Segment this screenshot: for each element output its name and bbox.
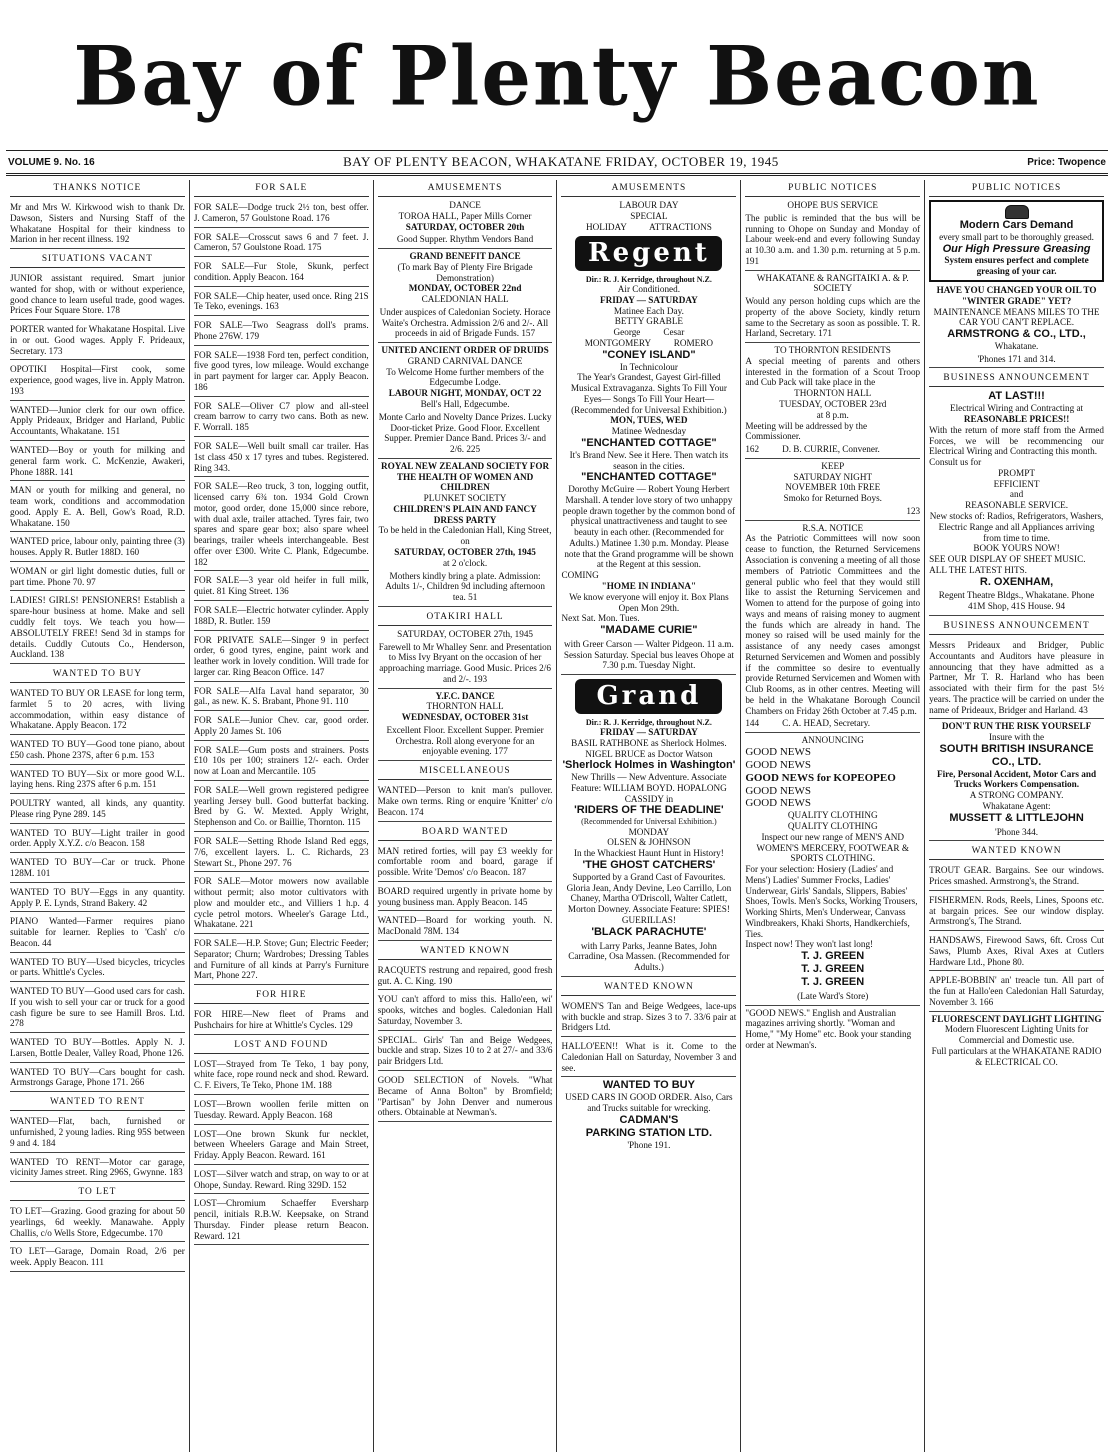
classified-ad: FISHERMEN. Rods, Reels, Lines, Spoons etc. at bargain prices. See our window display. Armstrong's, The Strand. [929, 893, 1104, 931]
classified-ad: TROUT GEAR. Bargains. See our windows. Prices smashed. Armstrong's, the Strand. [929, 863, 1104, 891]
ohope-heading: OHOPE BUS SERVICE [787, 200, 879, 210]
classified-ad: WANTED—Junior clerk for our own office. Apply Prideaux, Bridger and Harland, Public Accountants, Whakatane. 151 [10, 403, 185, 441]
car-icon [1005, 205, 1029, 219]
dance-venue: TOROA HALL, Paper Mills Corner [398, 210, 532, 221]
reasonable-prices: REASONABLE PRICES!! [963, 414, 1070, 425]
column-6 [925, 180, 1108, 1452]
plunket-info: Mothers kindly bring a plate. Admission: Adults 1/-, Children 9d including afternoon tea. 51 [378, 569, 553, 607]
classified-ad: RACQUETS restrung and repaired, good fresh gut. A. C. King. 190 [378, 963, 553, 991]
holiday-attractions: HOLIDAY ATTRACTIONS [585, 221, 712, 232]
dance-date: SATURDAY, OCTOBER 20th [405, 221, 525, 232]
good-news: GOOD NEWS [745, 797, 812, 810]
at-last: AT LAST!!! [988, 390, 1045, 403]
classified-ad: HALLO'EEN!! What is it. Come to the Caledonian Hall on Saturday, November 3 and see. [561, 1039, 736, 1077]
masthead-title: Bay of Plenty Beacon [73, 28, 1041, 125]
tj-green-note: (Late Ward's Store) [745, 989, 920, 1006]
maintenance-notice: MAINTENANCE MEANS MILES TO THE CAR YOU CAN'T REPLACE. [933, 306, 1100, 328]
insurance-company: SOUTH BRITISH INSURANCE CO., LTD. [939, 742, 1094, 768]
clothing-list: For your selection: Hosiery (Ladies' and Mens') Ladies' Summer Frocks, Ladies' Underwear, Girls' Sandals, Slippers, Babies' Shoes, Towls. Men's Socks, Working Trousers, Working Shirts, Men's Underwear, Canvass Windbreakers, Khaki Shorts, Handkerchiefs, Ties. [745, 864, 918, 939]
classified-ad: FOR SALE—Junior Chev. car, good order. Apply 20 James St. 106 [194, 713, 369, 741]
classified-ad: WANTED TO BUY OR LEASE for long term, farmlet 5 to 20 acres, with living accommodation, within easy distance of Whakatane. Apply Beacon. 172 [10, 686, 185, 735]
fluorescent-contact: Full particulars at the WHAKATANE RADIO & ELECTRICAL CO. [931, 1045, 1102, 1067]
keep-date: NOVEMBER 10th FREE [785, 482, 881, 493]
thornton-heading: TO THORNTON RESIDENTS [774, 345, 891, 356]
wanted-to-buy-heading: WANTED TO BUY [10, 666, 185, 683]
dance-heading: DANCE [449, 200, 481, 210]
classified-ad: WOMEN'S Tan and Beige Wedgees, lace-ups with buckle and strap. Sizes 3 to 7. 33/6 pair at Bridgers Ltd. [561, 999, 736, 1037]
druids-info: Monte Carlo and Novelty Dance Prizes. Lucky Door-ticket Prize. Good Floor. Excellent Supper. Premier Dance Band. Prices 3/- and 2/6. 225 [378, 410, 553, 459]
druids-sub: To Welcome Home further members of the Edgecumbe Lodge. [386, 366, 544, 388]
quality-clothing: QUALITY CLOTHING [787, 810, 878, 821]
classified-ad: WANTED TO BUY—Eggs in any quantity. Apply P. E. Lynds, Strand Bakery. 42 [10, 885, 185, 913]
classified-ad: FOR SALE—Electric hotwater cylinder. Apply 188D, R. Butler. 159 [194, 603, 369, 631]
grand-logo: Grand [575, 679, 722, 713]
business-announcement-heading: BUSINESS ANNOUNCEMENT [929, 618, 1104, 635]
regent-costars-first: George Cesar [613, 327, 685, 338]
classified-ad: FOR SALE—Fur Stole, Skunk, perfect condition. Apply Beacon. 164 [194, 259, 369, 287]
film-desc: with Larry Parks, Jeanne Bates, John Carradine, Osa Massen. (Recommended for Adults.) [561, 939, 736, 977]
to-let-heading: TO LET [10, 1184, 185, 1201]
tj-green: T. J. GREEN [801, 975, 865, 988]
quality-clothing: QUALITY CLOTHING [787, 821, 878, 832]
business-announcement-heading: BUSINESS ANNOUNCEMENT [929, 370, 1104, 387]
labour-day: LABOUR DAY [619, 200, 679, 210]
classified-ad: OPOTIKI Hospital—First cook, some experience, good wages, live in. Apply Matron. 193 [10, 362, 185, 400]
classified-ad: FOR SALE—Reo truck, 3 ton, logging outfit, licensed carry 6¾ ton. 1934 Gold Crown motor, good order, done 15,000 since rebore, with dual axle, trailer attached. Tyres fair, two spares and spare gear box; also spare wheel bearings, trailer wheels interchangeable. Best offer over £300. Write C. Plank, Edgecumbe. 182 [194, 479, 369, 571]
classified-ad: APPLE-BOBBIN' an' treacle tun. All part of the fun at Hallo'een Caledonian Hall Saturday, November 3. 166 [929, 973, 1104, 1011]
classified-ad: HANDSAWS, Firewood Saws, 6ft. Cross Cut Saws, Plumb Axes, Rival Axes at Cutlers Hardware Ltd., Phone 80. [929, 933, 1104, 971]
dance-info: Good Supper. Rhythm Vendors Band [378, 232, 553, 249]
clothing-inspect: Inspect now! They won't last long! [745, 939, 874, 950]
regent-director: Dir.: R. J. Kerridge, throughout N.Z. [585, 274, 712, 284]
clothing-intro: Inspect our new range of MEN'S AND WOMEN'S MERCERY, FOOTWEAR & SPORTS CLOTHING. [756, 831, 910, 864]
classified-ad: PORTER wanted for Whakatane Hospital. Live in or out. Good wages. Apply F. Prideaux, Secretary. 173 [10, 322, 185, 360]
consult-us: Consult us for [929, 457, 982, 468]
for-sale-heading: FOR SALE [194, 180, 369, 197]
classified-ad: WANTED TO BUY—Good tone piano, about £50 cash. Phone 237S, after 6 p.m. 153 [10, 737, 185, 765]
dateline: BAY OF PLENTY BEACON, WHAKATANE FRIDAY, OCTOBER 19, 1945 [343, 154, 779, 169]
keep-night: SATURDAY NIGHT [793, 471, 873, 482]
classified-ad: WANTED—Board for working youth. N. MacDonald 78M. 134 [378, 913, 553, 941]
insurance-sub: Insure with the [988, 732, 1045, 743]
classified-ad: FOR SALE—Setting Rhode Island Red eggs, 7/6, excellent layers. L. C. Richards, 23 Stewart St., Phone 297. 76 [194, 834, 369, 872]
druids-dance: GRAND CARNIVAL DANCE [407, 355, 523, 366]
classified-ad: LOST—Chromium Schaeffer Eversharp pencil, initials R.B.W. Keepsake, on Strand Thursday. Finder please return Beacon. Reward. 121 [194, 1196, 369, 1245]
plunket-date: SATURDAY, OCTOBER 27th, 1945 [394, 546, 536, 557]
notice-signature: 144 C. A. HEAD, Secretary. [745, 716, 920, 733]
good-news: GOOD NEWS [745, 758, 812, 771]
oxenham-name: R. OXENHAM, [979, 575, 1054, 588]
next-dates: Next Sat. Mon. Tues. [561, 613, 640, 624]
classified-ad: FOR SALE—Gum posts and strainers. Posts £10 10s per 100; strainers 12/- each. Order now at Loan and Mercantile. 105 [194, 743, 369, 781]
classified-ad: LOST—Strayed from Te Teko, 1 bay pony, white face, rope round neck and shod. Reward. C. F. Eivers, Te Teko, Phone 1M. 188 [194, 1057, 369, 1095]
classified-ad: TO LET—Garage, Domain Road, 2/6 per week. Apply Beacon. 111 [10, 1244, 185, 1272]
insurance-strong: A STRONG COMPANY. [969, 790, 1064, 801]
classified-ad: FOR PRIVATE SALE—Singer 9 in perfect order, 6 good tyres, engine, paint work and leather work in lovely condition. Will trade for larger car. Ring Beacon Office. 147 [194, 633, 369, 682]
classified-ad: WANTED price, labour only, painting three (3) houses. Apply R. Butler 188D. 160 [10, 534, 185, 562]
cadmans-station: PARKING STATION LTD. [585, 1126, 713, 1139]
board-wanted-heading: BOARD WANTED [378, 824, 553, 841]
regent-matinee-wed: Matinee Wednesday [611, 426, 687, 437]
armstrong-town: Whakatane. [994, 340, 1039, 351]
otakiri-heading: OTAKIRI HALL [378, 609, 553, 626]
film-title: 'RIDERS OF THE DEADLINE' [574, 804, 724, 817]
classified-ad: FOR SALE—Motor mowers now available without permit; also motor cultivators with plow and moulder etc., and Villiers 1 h.p. 4 cycle petrol motors. Wheeler's Garage Ltd., Whakatane. 221 [194, 874, 369, 934]
otakiri-date: SATURDAY, OCTOBER 27th, 1945 [397, 628, 534, 639]
folio-line [6, 150, 1108, 176]
greasing-desc: System ensures perfect and complete greasing of your car. [944, 255, 1089, 277]
notice-body: The public is reminded that the bus will be running to Ohope on Sunday and Monday of Labour week-end and every following Sunday at 10.30 a.m. and 1.30 p.m. returning at 5 p.m. 191 [745, 211, 920, 271]
film-desc: with Greer Carson — Walter Pidgeon. 11 a.m. Session Saturday. Special bus leaves Ohope at 7.30 p.m. Tuesday Night. [561, 637, 736, 675]
film-title: 'BLACK PARACHUTE' [591, 925, 707, 938]
classified-ad: FOR SALE—3 year old heifer in full milk, quiet. 81 King Street. 136 [194, 573, 369, 601]
miscellaneous-heading: MISCELLANEOUS [378, 763, 553, 780]
and: and [1009, 489, 1024, 500]
benefit-dance-sub: (To mark Bay of Plenty Fire Brigade Demonstration) [397, 261, 533, 283]
lost-and-found-heading: LOST AND FOUND [194, 1037, 369, 1054]
notice-body: A special meeting of parents and others interested in the formation of a Scout Troop and Cub Pack will take place in the [745, 355, 921, 388]
film-title: "ENCHANTED COTTAGE" [581, 436, 717, 449]
classified-ad: PIANO Wanted—Farmer requires piano suitable for learner. Replies to 'Cash' c/o Beacon. 44 [10, 914, 185, 952]
efficient: EFFICIENT [993, 478, 1040, 489]
yfc-info: Excellent Floor. Excellent Supper. Premier Orchestra. Roll along everyone for an enjoyable evening. 177 [378, 723, 553, 761]
classified-ad: LOST—One brown Skunk fur necklet, between Wheelers Garage and Main Street, Friday. Apply Beacon. Reward. 161 [194, 1127, 369, 1165]
grand-monday: MONDAY [628, 826, 670, 837]
thornton-hall: THORNTON HALL [794, 388, 872, 399]
classified-ad: LOST—Brown woollen ferile mitten on Tuesday. Reward. Apply Beacon. 168 [194, 1097, 369, 1125]
rsa-heading: R.S.A. NOTICE [802, 522, 864, 533]
masthead [0, 22, 1114, 132]
thornton-date: TUESDAY, OCTOBER 23rd [779, 399, 887, 410]
new-stocks: New stocks of: Radios, Refrigerators, Washers, Electric Range and all Appliances arriving from time to time. [929, 510, 1104, 543]
wanted-to-rent-heading: WANTED TO RENT [10, 1094, 185, 1111]
good-news-magazines: "GOOD NEWS." English and Australian magazines arriving shortly. "Woman and Home," "My Home" etc. Book your standing order at Newman's. [745, 1007, 912, 1050]
notice-signature: 162 D. B. CURRIE, Convener. [745, 442, 920, 459]
classified-ad: FOR HIRE—New fleet of Prams and Pushchairs for hire at Whittle's Cycles. 129 [194, 1007, 369, 1035]
amusements-heading: AMUSEMENTS [378, 180, 553, 197]
labour-special: SPECIAL [630, 210, 668, 221]
classified-ad: WANTED TO BUY—Bottles. Apply N. J. Larsen, Bottle Dealer, Valley Road, Phone 126. [10, 1035, 185, 1063]
insurance-agent-label: Whakatane Agent: [982, 800, 1051, 811]
thornton-time: at 8 p.m. [816, 409, 849, 420]
classified-ad: SPECIAL. Girls' Tan and Beige Wedgees, buckle and strap. Sizes 10 to 2 at 27/- and 33/6 pair Bridgers Ltd. [378, 1033, 553, 1071]
film-title: 'Sherlock Holmes in Washington' [562, 759, 736, 772]
classified-ad: WANTED—Boy or youth for milking and general farm work. C. McKenzie, Awakeri, Phone 188R. 141 [10, 443, 185, 481]
cadmans-name: CADMAN'S [619, 1113, 679, 1126]
coming-label: COMING [561, 570, 599, 581]
wiring-body: With the return of more staff from the Armed Forces, we will be recommencing our Electrical Wiring and Contracting this month. [929, 424, 1104, 457]
thanks-heading: THANKS NOTICE [10, 180, 185, 197]
plunket-time: at 2 o'clock. [442, 557, 488, 568]
good-news-kopeopeo: GOOD NEWS for KOPEOPEO [745, 771, 896, 784]
armstrong-name: ARMSTRONG & CO., LTD., [947, 328, 1086, 341]
wanted-known-heading: WANTED KNOWN [929, 843, 1104, 860]
wanted-known-heading: WANTED KNOWN [561, 979, 736, 996]
wanted-known-heading: WANTED KNOWN [378, 943, 553, 960]
druids-date: LABOUR NIGHT, MONDAY, OCT 22 [388, 388, 542, 399]
grand-director: Dir.: R. J. Kerridge, throughout N.Z. [585, 717, 712, 727]
classified-ad: WANTED TO BUY—Used bicycles, tricycles or parts. Whittle's Cycles. [10, 955, 185, 983]
partnership-notice: Messrs Prideaux and Bridger, Public Accountants and Auditors have pleasure in announcing that they have admitted as a Partner, Mr T. R. Harland who has been associated with their firm for the past 5½ years. The practice will be carried on under the name of Prideaux, Bridger and Harland. 43 [929, 638, 1104, 719]
classified-ad: WANTED TO BUY—Light trailer in good order. Apply X.Y.Z. c/o Beacon. 158 [10, 826, 185, 854]
regent-fri-sat: FRIDAY — SATURDAY [599, 294, 698, 305]
insurance-agent: MUSSETT & LITTLEJOHN [949, 811, 1084, 824]
notice-body: Meeting will be addressed by the Commissioner. [745, 420, 868, 442]
classified-ad: FOR SALE—Well built small car trailer. Has 1st class 450 x 17 tyres and tubes. Registered. Ring 343. [194, 439, 369, 477]
column-3 [374, 180, 558, 1452]
sheet-music: SEE OUR DISPLAY OF SHEET MUSIC. ALL THE LATEST HITS. [929, 554, 1086, 575]
classified-ad: TO LET—Grazing. Good grazing for about 50 yearlings, 6d weekly. Manawahe. Apply Challis, c/o Wells Store, Edgecumbe. 170 [10, 1204, 185, 1242]
yfc-heading: Y.F.C. DANCE [435, 690, 495, 701]
film-title: "CONEY ISLAND" [602, 348, 696, 361]
keep-heading: KEEP [821, 460, 845, 471]
yfc-venue: THORNTON HALL [426, 701, 504, 712]
keep-ref: 123 [745, 504, 920, 521]
druids-title: UNITED ANCIENT ORDER OF DRUIDS [381, 345, 549, 356]
oxenham-address: Regent Theatre Bldgs., Whakatane. Phone 41M Shop, 41S House. 94 [929, 588, 1104, 616]
thanks-notice: Mr and Mrs W. Kirkwood wish to thank Dr. Dawson, Sisters and Nursing Staff of the Whakatane Hospital for their kindness to Marion in her recent illness. 192 [10, 200, 185, 249]
film-desc: Supported by a Grand Cast of Favourites. Gloria Jean, Andy Devine, Leo Carrillo, Lon Chaney, Martha O'Driscoll, Walter Catlett, Morton Downey. Associate Feature: SPIES! GUERILLAS! [566, 871, 732, 925]
classified-ad: BOARD required urgently in private home by young business man. Apply Beacon. 145 [378, 884, 553, 912]
situations-vacant-heading: SITUATIONS VACANT [10, 251, 185, 268]
film-title: "HOME IN INDIANA" [601, 581, 697, 592]
greasing-sub: every small part to be thoroughly greased. [939, 231, 1094, 242]
classified-ad: WANTED—Flat, bach, furnished or unfurnished, 2 young ladies. Ring 95S between 9 and 4. 184 [10, 1114, 185, 1152]
grand-feature: New Thrills — New Adventure. Associate Feature: WILLIAM BOYD. HOPALONG CASSIDY in [571, 772, 727, 804]
classified-ad: WANTED TO BUY—Six or more good W.L. laying hens. Ring 237S after 6 p.m. 151 [10, 767, 185, 795]
good-news: GOOD NEWS [745, 784, 812, 797]
reasonable-service: REASONABLE SERVICE. [965, 500, 1068, 511]
regent-matinee: Matinee Each Day. [613, 305, 684, 316]
classified-ad: FOR SALE—Well grown registered pedigree yearling Jersey bull. Good butterfat backing. Bred by G. W. Mexted. Apply Wright, Stephenson and Co. or Baillie, Thornton. 115 [194, 783, 369, 832]
plunket-party: CHILDREN'S PLAIN AND FANCY DRESS PARTY [393, 503, 537, 525]
classified-ad: WANTED TO BUY—Car or truck. Phone 128M. 101 [10, 855, 185, 883]
volume-number: VOLUME 9. No. 16 [8, 156, 95, 168]
grand-stars: OLSEN & JOHNSON [607, 837, 691, 848]
benefit-dance-info: Under auspices of Caledonian Society. Horace Waite's Orchestra. Admission 2/6 and 2/-. All proceeds in aid of Brigade Funds. 157 [378, 305, 553, 343]
notice-body: Would any person holding cups which are the property of the above Society, kindly return same to the Secretary as soon as possible. T. R. Harland, Secretary. 171 [745, 294, 920, 343]
film-desc: The Year's Grandest, Gayest Girl-filled Musical Extravaganza. Sights To Fill Your Eyes— Songs To Fill Your Heart— (Recommended for Universal Exhibition.) [570, 372, 727, 415]
film-title: 'THE GHOST CATCHERS' [582, 858, 716, 871]
oil-notice: HAVE YOU CHANGED YOUR OIL TO "WINTER GRADE" YET? [936, 285, 1097, 306]
film-title: "MADAME CURIE" [600, 624, 698, 637]
classified-ad: MAN or youth for milking and general, no team work, conditions and accommodation good. Apply E. A. Bell, Gow's Road, R.D. Whakatane. 150 [10, 483, 185, 532]
public-notices-heading: PUBLIC NOTICES [745, 180, 920, 197]
film-desc: Dorothy McGuire — Robert Young Herbert Marshall. A tender love story of two unhappy people drawn together by the common bond of physical unattractiveness and taught to see beauty in each other. (Recommended for Adults.) Matinee 1.30 p.m. Monday. Please note that the Grand programme will be shown at the Regent at this session. [562, 484, 736, 570]
ap-society-heading: WHAKATANE & RANGITAIKI A. & P. SOCIETY [756, 272, 909, 294]
classified-ad: LADIES! GIRLS! PENSIONERS! Establish a spare-hour business at home. Make and sell cuddly felt toys. We teach you how—ABSOLUTELY FREE! Send 3d in stamps for details. Cuddly Cutouts Co., Henderson, Auckland. 138 [10, 593, 185, 664]
classified-ad: FOR SALE—Crosscut saws 6 and 7 feet. J. Cameron, 57 Goulstone Road. 175 [194, 230, 369, 258]
classified-ad: WANTED TO RENT—Motor car garage, vicinity James street. Ring 296S, Gwynne. 183 [10, 1155, 185, 1183]
classified-ad: POULTRY wanted, all kinds, any quantity. Please ring Pyne 289. 145 [10, 796, 185, 824]
public-notices-heading: PUBLIC NOTICES [929, 180, 1104, 197]
film-note: In Technicolour [619, 361, 678, 372]
cadmans-phone: 'Phone 191. [627, 1139, 671, 1150]
film-note: We know everyone will enjoy it. Box Plans Open Mon 29th. [569, 591, 729, 613]
greasing-headline: Modern Cars Demand [959, 219, 1074, 231]
classified-ad: FOR SALE—Oliver C7 plow and all-steel cream barrow to carry two cans. Both as new. F. Worrall. 185 [194, 399, 369, 437]
insurance-types: Fire, Personal Accident, Motor Cars and Trucks Workers Compensation. [936, 768, 1097, 790]
classified-ad: LOST—Silver watch and strap, on way to or at Ohope, Sunday. Reward. Ring 329D. 152 [194, 1167, 369, 1195]
prompt: PROMPT [998, 467, 1035, 478]
classified-ad: FOR SALE—1938 Ford ten, perfect condition, five good tyres, low mileage. Would exchange in part payment for larger car. Apply Beacon. 186 [194, 348, 369, 397]
classified-ad: FOR SALE—Alfa Laval hand separator, 30 gal., as new. K. S. Brabant, Phone 91. 110 [194, 684, 369, 712]
classified-ad: JUNIOR assistant required. Smart junior wanted for shop, with or without experience, good chance to learn useful trade, good wages. Prices Four Square Store. 178 [10, 271, 185, 320]
column-2 [190, 180, 374, 1452]
book-now: BOOK YOURS NOW! [973, 543, 1060, 554]
grand-cast: BASIL RATHBONE as Sherlock Holmes. NIGEL BRUCE as Doctor Watson [571, 737, 727, 759]
regent-mon-wed: MON, TUES, WED [610, 415, 688, 426]
fluorescent-body: Modern Fluorescent Lighting Units for Commercial and Domestic use. [944, 1024, 1089, 1046]
air-conditioned: Air Conditioned. [617, 284, 681, 295]
classified-ad: WANTED TO BUY—Cars bought for cash. Armstrongs Garage, Phone 171. 266 [10, 1065, 185, 1093]
column-1 [6, 180, 190, 1452]
druids-venue: Bell's Hall, Edgecumbe. [420, 399, 510, 410]
tj-green: T. J. GREEN [801, 950, 865, 963]
price: Price: Twopence [1027, 156, 1106, 168]
classified-ad: GOOD SELECTION of Novels. "What Became of Anna Bolton" by Bromfield; "Partisan" by John Denver and numerous others. Obtainable at Newman's. [378, 1073, 553, 1122]
film-title: "ENCHANTED COTTAGE" [581, 471, 717, 484]
insurance-headline: DON'T RUN THE RISK YOURSELF [941, 721, 1092, 732]
benefit-dance-title: GRAND BENEFIT DANCE [409, 251, 521, 262]
fluorescent-heading: FLUORESCENT DAYLIGHT LIGHTING [931, 1013, 1102, 1024]
plunket-title: ROYAL NEW ZEALAND SOCIETY FOR THE HEALTH OF WOMEN AND CHILDREN [381, 460, 550, 493]
classified-ad: WOMAN or girl light domestic duties, full or part time. Phone 70. 97 [10, 564, 185, 592]
regent-star: BETTY GRABLE [614, 316, 684, 327]
for-hire-heading: FOR HIRE [194, 987, 369, 1004]
column-4 [557, 180, 741, 1452]
film-note: (Recommended for Universal Exhibition.) [581, 817, 717, 827]
otakiri-info: Farewell to Mr Whalley Senr. and Presentation to Miss Ivy Bryant on the occasion of her approaching marriage. Good Music. Prices 2/6 and 2/-. 193 [378, 640, 553, 689]
keep-smoko: Smoko for Returned Boys. [783, 493, 882, 504]
classified-ad: FOR SALE—H.P. Stove; Gun; Electric Feeder; Separator; Churn; Wardrobes; Dressing Tables and Furniture of all kinds at Parry's Furniture Mart, Phone 227. [194, 936, 369, 985]
grand-tagline: In the Whackiest Haunt Hunt in History! [573, 848, 724, 859]
notice-body: As the Patriotic Committees will now soon cease to function, the Returned Servicemens Association is convening a meeting of all those members of Patriotic Committees and the general public who feel that they would still like to assist the Returning Servicemen and Women to attend for the purpose of going into ways and means of raising money to augment the funds which are already in hand. The money so raised will be used mainly for the assistance of any needy cases amongst Returned Servicemen and Women and possibly if the committee so desire to eventually provide Returned Servicemen and Women with Club Rooms, as in other centres. Meeting will be held in the Whakatane Borough Council Chambers on Friday 26th October at 7.45 p.m. [745, 533, 921, 716]
film-note: It's Brand New. See it Here. Then watch its season in the cities. [569, 449, 729, 471]
greasing-title: Our High Pressure Greasing [942, 242, 1091, 255]
plunket-venue: To be held in the Caledonian Hall, King Street, on [378, 525, 552, 547]
wanted-to-buy-heading: WANTED TO BUY [602, 1079, 695, 1092]
regent-costars-last: MONTGOMERY ROMERO [584, 337, 714, 348]
classified-ad: YOU can't afford to miss this. Hallo'een, wi' spooks, witches and bogles. Caledonian Hall Saturday, November 3. [378, 992, 553, 1030]
classified-ad: FOR SALE—Two Seagrass doll's prams. Phone 276W. 179 [194, 318, 369, 346]
classified-ad: WANTED—Person to knit man's pullover. Make own terms. Ring or enquire 'Knitter' c/o Beacon. 174 [378, 783, 553, 821]
classified-ad: USED CARS IN GOOD ORDER. Also, Cars and Trucks suitable for wrecking. [565, 1092, 733, 1114]
amusements-heading: AMUSEMENTS [561, 180, 736, 197]
regent-logo: Regent [575, 236, 722, 270]
classified-ad: WANTED TO BUY—Good used cars for cash. If you wish to sell your car or truck for a good cash figure be sure to see Hamill Bros. Ltd. 278 [10, 984, 185, 1033]
columns [6, 180, 1108, 1452]
armstrong-phone: 'Phones 171 and 314. [929, 352, 1104, 369]
plunket-society: PLUNKET SOCIETY [423, 493, 507, 504]
column-5 [741, 180, 925, 1452]
announcing-heading: ANNOUNCING [801, 735, 864, 746]
good-news: GOOD NEWS [745, 745, 812, 758]
yfc-date: WEDNESDAY, OCTOBER 31st [401, 712, 529, 723]
greasing-ad [929, 200, 1104, 282]
classified-ad: MAN retired forties, will pay £3 weekly for comfortable room and board, garage if possible. Write 'Demos' c/o Beacon. 187 [378, 844, 553, 882]
classified-ad: FOR SALE—Chip heater, used once. Ring 21S Te Teko, evenings. 163 [194, 289, 369, 317]
tj-green: T. J. GREEN [801, 963, 865, 976]
wiring-line: Electrical Wiring and Contracting at [949, 403, 1084, 414]
grand-fri-sat: FRIDAY — SATURDAY [599, 727, 698, 737]
insurance-phone: 'Phone 344. [929, 825, 1104, 842]
classified-ad: FOR SALE—Dodge truck 2½ ton, best offer. J. Cameron, 57 Goulstone Road. 176 [194, 200, 369, 228]
benefit-dance-date: MONDAY, OCTOBER 22nd [408, 283, 522, 294]
benefit-dance-venue: CALEDONIAN HALL [421, 294, 509, 305]
